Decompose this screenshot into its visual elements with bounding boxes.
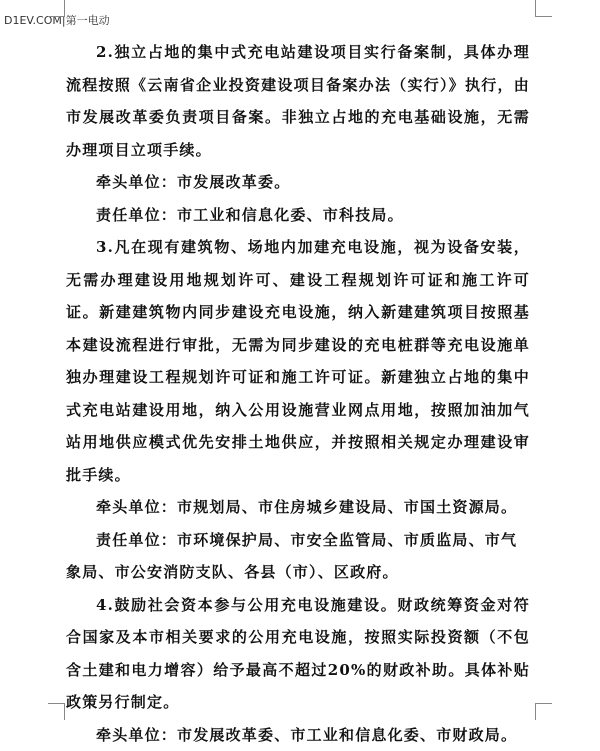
responsible-unit-item-3: 责任单位：市环境保护局、市安全监管局、市质监局、市气象局、市公安消防支队、各县（市）、区政府。 <box>66 524 530 589</box>
site-name: 第一电动 <box>66 14 110 27</box>
page-corner-mark-top-left <box>48 0 65 17</box>
responsible-unit-item-2: 责任单位：市工业和信息化委、市科技局。 <box>66 199 530 232</box>
paragraph-item-4: 4.鼓励社会资本参与公用充电设施建设。财政统筹资金对符合国家及本市相关要求的公用充电设施，按照实际投资额（不包含土建和电力增容）给予最高不超过20%的财政补助。具体补贴政策另行制定。 <box>66 589 530 719</box>
document-body <box>66 36 530 751</box>
lead-unit-item-4: 牵头单位：市发展改革委、市工业和信息化委、市财政局。 <box>66 719 530 751</box>
lead-unit-item-3: 牵头单位：市规划局、市住房城乡建设局、市国土资源局。 <box>66 491 530 524</box>
paragraph-item-2: 2.独立占地的集中式充电站建设项目实行备案制，具体办理流程按照《云南省企业投资建设项目备案办法（实行）》执行，由市发展改革委负责项目备案。非独立占地的充电基础设施，无需办理项目立项手续。 <box>66 36 530 166</box>
page-corner-mark-bottom-left <box>48 703 65 720</box>
site-watermark: D1EV.COM|第一电动 <box>4 12 110 28</box>
site-domain: D1EV.COM <box>4 14 62 27</box>
page-corner-mark-top-right <box>535 0 552 17</box>
page-corner-mark-bottom-right <box>535 703 552 720</box>
paragraph-item-3: 3.凡在现有建筑物、场地内加建充电设施，视为设备安装，无需办理建设用地规划许可、建设工程规划许可证和施工许可证。新建建筑物内同步建设充电设施，纳入新建建筑项目按照基本建设流程进行审批，无需为同步建设的充电桩群等充电设施单独办理建设工程规划许可证和施工许可证。新建独立占地的集中式充电站建设用地，纳入公用设施营业网点用地，按照加油加气站用地供应模式优先安排土地供应，并按照相关规定办理建设审批手续。 <box>66 231 530 491</box>
lead-unit-item-2: 牵头单位：市发展改革委。 <box>66 166 530 199</box>
